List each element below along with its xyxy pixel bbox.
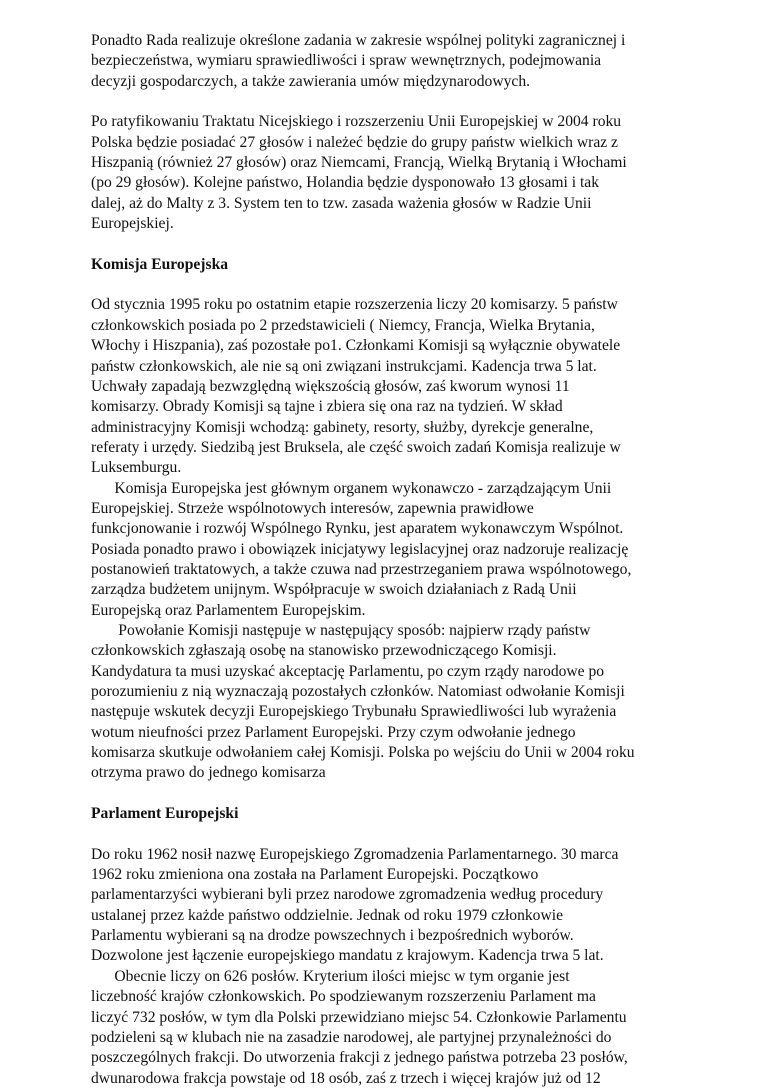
paragraph-gap: [91, 92, 677, 112]
text-line: liczebność krajów członkowskich. Po spodziewanym rozszerzeniu Parlament ma: [91, 988, 596, 1006]
text-line: dwunarodowa frakcja powstaje od 18 osób, zaś z trzech i więcej krajów już od 12: [91, 1069, 601, 1087]
text-line: Dozwolone jest łączenie europejskiego mandatu z krajowym. Kadencja trwa 5 lat.: [91, 947, 604, 965]
paragraph-gap: [91, 824, 677, 844]
text-line: Posiada ponadto prawo i obowiązek inicjatywy legislacyjnej oraz nadzoruje realizację: [91, 540, 629, 558]
text-line: członkowskich zgłaszają osobę na stanowisko przewodniczącego Komisji.: [91, 642, 557, 660]
text-line: postanowień traktatowych, a także czuwa nad przestrzeganiem prawa wspólnotowego,: [91, 560, 632, 578]
paragraph-commission: [91, 295, 677, 783]
text-line: 1962 roku zmieniona ona została na Parlament Europejski. Początkowo: [91, 866, 539, 884]
text-line: członkowskich posiada po 2 przedstawicieli ( Niemcy, Francja, Wielka Brytania,: [91, 316, 595, 334]
document-page: [91, 31, 677, 1089]
text-line: państw członkowskich, ale nie są oni związani instrukcjami. Kadencja trwa 5 lat.: [91, 357, 597, 375]
text-line: Powołanie Komisji następuje w następujący sposób: najpierw rządy państw: [91, 621, 591, 639]
text-line: komisarza skutkuje odwołaniem całej Komisji. Polska po wejściu do Unii w 2004 roku: [91, 744, 635, 762]
paragraph-parliament: [91, 845, 677, 1089]
text-line: Hiszpanią (również 27 głosów) oraz Niemcami, Francją, Wielką Brytanią i Włochami: [91, 154, 627, 172]
text-line: Parlamentu wybierani są na drodze powszechnych i bezpośrednich wyborów.: [91, 927, 574, 945]
text-line: zarządza budżetem unijnym. Współpracuje w swoich działaniach z Radą Unii: [91, 581, 577, 599]
text-line: (po 29 głosów). Kolejne państwo, Holandia będzie dysponowało 13 głosami i tak: [91, 174, 600, 192]
text-line: referaty i urzędy. Siedzibą jest Bruksela, ale część swoich zadań Komisja realizuje w: [91, 438, 621, 456]
paragraph-gap: [91, 275, 677, 295]
text-line: Polska będzie posiadać 27 głosów i należeć będzie do grupy państw wielkich wraz z: [91, 133, 618, 151]
text-line: liczyć 732 posłów, w tym dla Polski przewidziano miejsc 54. Członkowie Parlamentu: [91, 1008, 627, 1026]
text-line: dalej, aż do Malty z 3. System ten to tzw. zasada ważenia głosów w Radzie Unii: [91, 194, 592, 212]
text-line: Europejską oraz Parlamentem Europejskim.: [91, 601, 366, 619]
text-line: Do roku 1962 nosił nazwę Europejskiego Zgromadzenia Parlamentarnego. 30 marca: [91, 845, 619, 863]
paragraph-gap: [91, 784, 677, 804]
text-line: Luksemburgu.: [91, 459, 182, 477]
text-line: decyzji gospodarczych, a także zawierania umów międzynarodowych.: [91, 72, 531, 90]
text-line: ustalanej przez każde państwo oddzielnie. Jednak od roku 1979 członkowie: [91, 906, 563, 924]
text-line: Uchwały zapadają bezwzględną większością głosów, zaś kworum wynosi 11: [91, 377, 570, 395]
text-line: otrzyma prawo do jednego komisarza: [91, 764, 326, 782]
text-line: porozumieniu z nią wyznaczają pozostałych członków. Natomiast odwołanie Komisji: [91, 683, 625, 700]
text-line: administracyjny Komisji wchodzą: gabinety, resorty, służby, dyrekcje generalne,: [91, 418, 594, 436]
text-line: Europejskiej.: [91, 215, 174, 233]
section-heading-commission: Komisja Europejska: [91, 255, 229, 273]
text-line: Od stycznia 1995 roku po ostatnim etapie rozszerzenia liczy 20 komisarzy. 5 państw: [91, 296, 618, 314]
text-line: Kandydatura ta musi uzyskać akceptację Parlamentu, po czym rządy narodowe po: [91, 662, 605, 680]
paragraph-council-tasks: [91, 31, 677, 92]
section-heading-parliament: Parlament Europejski: [91, 805, 239, 823]
text-line: poszczególnych frakcji. Do utworzenia frakcji z jednego państwa potrzeba 23 posłów,: [91, 1049, 628, 1067]
text-line: Po ratyfikowaniu Traktatu Nicejskiego i rozszerzeniu Unii Europejskiej w 2004 roku: [91, 113, 622, 131]
text-line: Europejskiej. Strzeże wspólnotowych interesów, zapewnia prawidłowe: [91, 499, 534, 517]
paragraph-nice-treaty-votes: [91, 112, 677, 234]
text-line: podzieleni są w klubach nie na zasadzie narodowej, ale partyjnej przynależności do: [91, 1028, 612, 1046]
paragraph-gap: [91, 234, 677, 254]
text-line: Obecnie liczy on 626 posłów. Kryterium ilości miejsc w tym organie jest: [91, 967, 570, 985]
text-line: Ponadto Rada realizuje określone zadania w zakresie wspólnej polityki zagranicznej i: [91, 32, 626, 49]
text-line: funkcjonowanie i rozwój Wspólnego Rynku, jest aparatem wykonawczym Wspólnot.: [91, 520, 624, 538]
text-line: wotum nieufności przez Parlament Europejski. Przy czym odwołanie jednego: [91, 723, 576, 741]
text-line: parlamentarzyści wybierani byli przez narodowe zgromadzenia według procedury: [91, 886, 604, 904]
text-line: następuje wskutek decyzji Europejskiego Trybunału Sprawiedliwości lub wyrażenia: [91, 703, 617, 721]
text-line: Komisja Europejska jest głównym organem wykonawczo - zarządzającym Unii: [91, 479, 612, 497]
text-line: komisarzy. Obrady Komisji są tajne i zbiera się ona raz na tydzień. W skład: [91, 398, 563, 416]
text-line: bezpieczeństwa, wymiaru sprawiedliwości i spraw wewnętrznych, podejmowania: [91, 52, 602, 70]
text-line: Włochy i Hiszpania), zaś pozostałe po1. Członkami Komisji są wyłącznie obywatele: [91, 337, 621, 355]
